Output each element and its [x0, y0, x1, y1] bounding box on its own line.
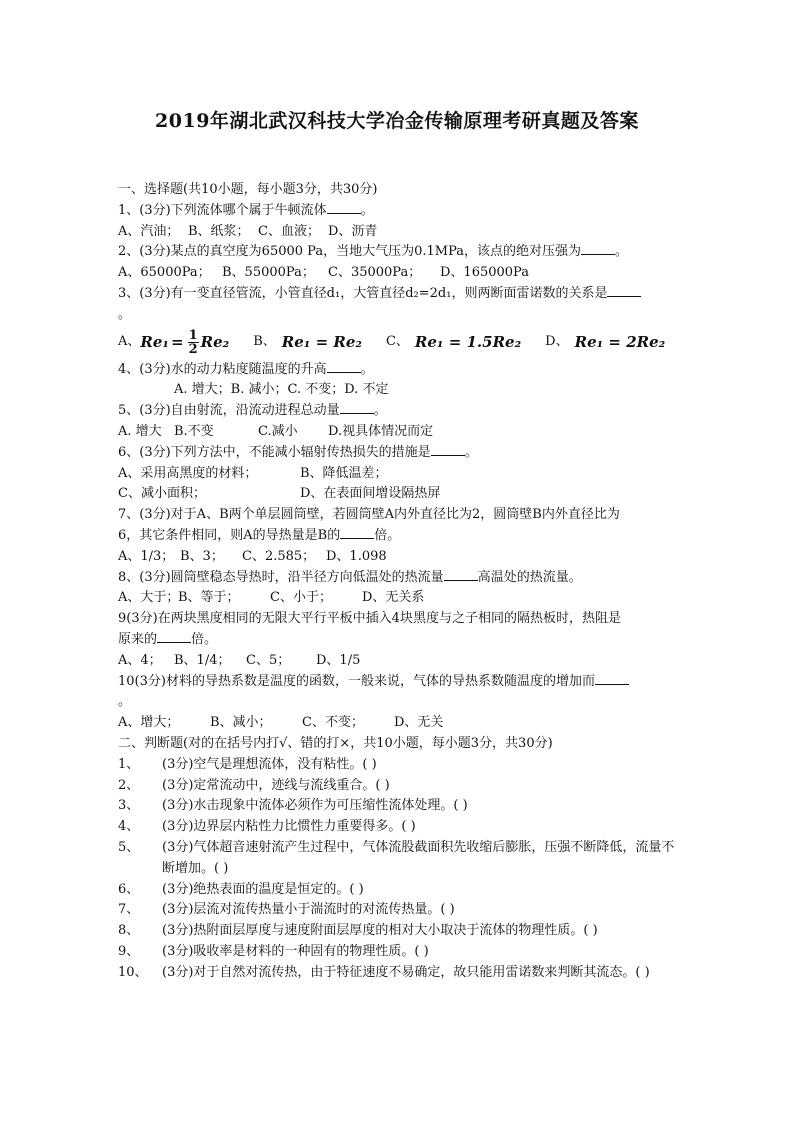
judgment-item: 7、 (3分)层流对流传热量小于湍流时的对流传热量。( ) [118, 902, 455, 918]
answer-blank [607, 284, 641, 297]
section2-heading: 二、判断题(对的在括号内打√、错的打×，共10小题，每小题3分，共30分) [118, 735, 553, 751]
question-3-end: 。 [118, 306, 132, 322]
judgment-item: 2、 (3分)定常流动中，迹线与流线重合。( ) [118, 777, 390, 793]
question-5: 5、(3分)自由射流，沿流动进程总动量 。 [118, 403, 387, 419]
question-10: 10(3分)材料的导热系数是温度的函数，一般来说，气体的导热系数随温度的增加而 [118, 672, 678, 693]
judgment-item: 6、 (3分)绝热表面的温度是恒定的。( ) [118, 881, 364, 897]
answer-blank [581, 242, 615, 255]
judgment-item: 3、 (3分)水击现象中流体必须作为可压缩性流体处理。( ) [118, 798, 468, 814]
judgment-item: 1、 (3分)空气是理想流体，没有粘性。( ) [118, 756, 377, 772]
answer-blank [327, 201, 361, 214]
answer-blank [595, 672, 629, 685]
question-4-options: A. 增大；B. 减小；C. 不变；D. 不定 [174, 382, 389, 398]
option-c: C、 Re₁ = 1.5Re₂ [385, 333, 522, 352]
question-6-options-row2: C、减小面积； D、在表面间增设隔热屏 [118, 486, 441, 502]
answer-blank [444, 568, 478, 581]
answer-blank [340, 401, 374, 414]
question-6: 6、(3分)下列方法中，不能减小辐射传热损失的措施是 。 [118, 444, 478, 460]
judgment-item: 8、 (3分)热附面层厚度与速度附面层厚度的相对大小取决于流体的物理性质。( ) [118, 923, 598, 939]
question-6-options-row1: A、采用高黑度的材料； B、降低温差； [118, 465, 388, 481]
section1-heading: 一、选择题(共10小题，每小题3分，共30分) [118, 182, 378, 197]
question-8: 8、(3分)圆筒壁稳态导热时，沿半径方向低温处的热流量 高温处的热流量。 [118, 569, 582, 585]
judgment-item: 5、 (3分)气体超音速射流产生过程中，气体流股截面积先收缩后膨胀，压强不断降低，流量不断增加。( ) [118, 839, 675, 876]
option-d: D、 Re₁ = 2Re₂ [545, 333, 666, 352]
question-10-options: A、增大； B、减小； C、不变； D、无关 [118, 715, 444, 731]
question-7-options: A、1/3； B、3； C、2.585； D、1.098 [118, 548, 387, 564]
answer-blank [340, 526, 374, 539]
question-5-options: A. 增大 B.不变 C.减小 D.视具体情况而定 [118, 423, 434, 439]
question-3: 3、(3分)有一变直径管流，小管直径d₁，大管直径d₂=2d₁，则两断面雷诺数的关系是 [118, 284, 678, 305]
judgment-item: 9、 (3分)吸收率是材料的一种固有的物理性质。( ) [118, 943, 429, 959]
judgment-item: 10、 (3分)对于自然对流传热，由于特征速度不易确定，故只能用雷诺数来判断其流态。( ) [118, 964, 650, 980]
answer-blank [431, 443, 465, 456]
question-8-options: A、大于；B、等于； C、小于； D、无关系 [118, 590, 425, 606]
question-7: 7、(3分)对于A、B两个单层圆筒壁，若圆筒壁A内外直径比为2，圆筒壁B内外直径比为 [118, 507, 620, 523]
question-7-cont: 6，其它条件相同，则A的导热量是B的 倍。 [118, 527, 401, 543]
question-9-options: A、4； B、1/4； C、5； D、1/5 [118, 652, 361, 668]
answer-blank [157, 630, 191, 643]
question-3-options [118, 326, 678, 360]
option-b: B、 Re₁ = Re₂ [253, 333, 362, 352]
question-9: 9(3分)在两块黑度相同的无限大平行平板中插入4块黑度与之子相同的隔热板时，热阻是 [118, 611, 621, 627]
exam-content [118, 180, 678, 983]
answer-blank [327, 360, 361, 373]
question-1: 1、(3分)下列流体哪个属于牛顿流体 。 [118, 202, 374, 218]
page-title: 2019年湖北武汉科技大学冶金传输原理考研真题及答案 [155, 110, 639, 132]
question-1-options: A、汽油； B、纸浆； C、血液； D、沥青 [118, 223, 378, 239]
fraction: $\frac{1}{2}$ [188, 328, 198, 358]
question-2-options: A、65000Pa； B、55000Pa； C、35000Pa； D、165000Pa [118, 265, 529, 281]
option-a: A、 Re₁ = $\frac{1}{2}$ Re₂ [118, 328, 230, 358]
question-10-end: 。 [118, 694, 132, 710]
question-4: 4、(3分)水的动力粘度随温度的升高 。 [118, 361, 374, 377]
question-9-cont: 原来的 倍。 [118, 631, 218, 647]
question-2: 2、(3分)某点的真空度为65000 Pa，当地大气压为0.1MPa，该点的绝对压强为 。 [118, 244, 629, 260]
judgment-item: 4、 (3分)边界层内粘性力比惯性力重要得多。( ) [118, 819, 416, 835]
